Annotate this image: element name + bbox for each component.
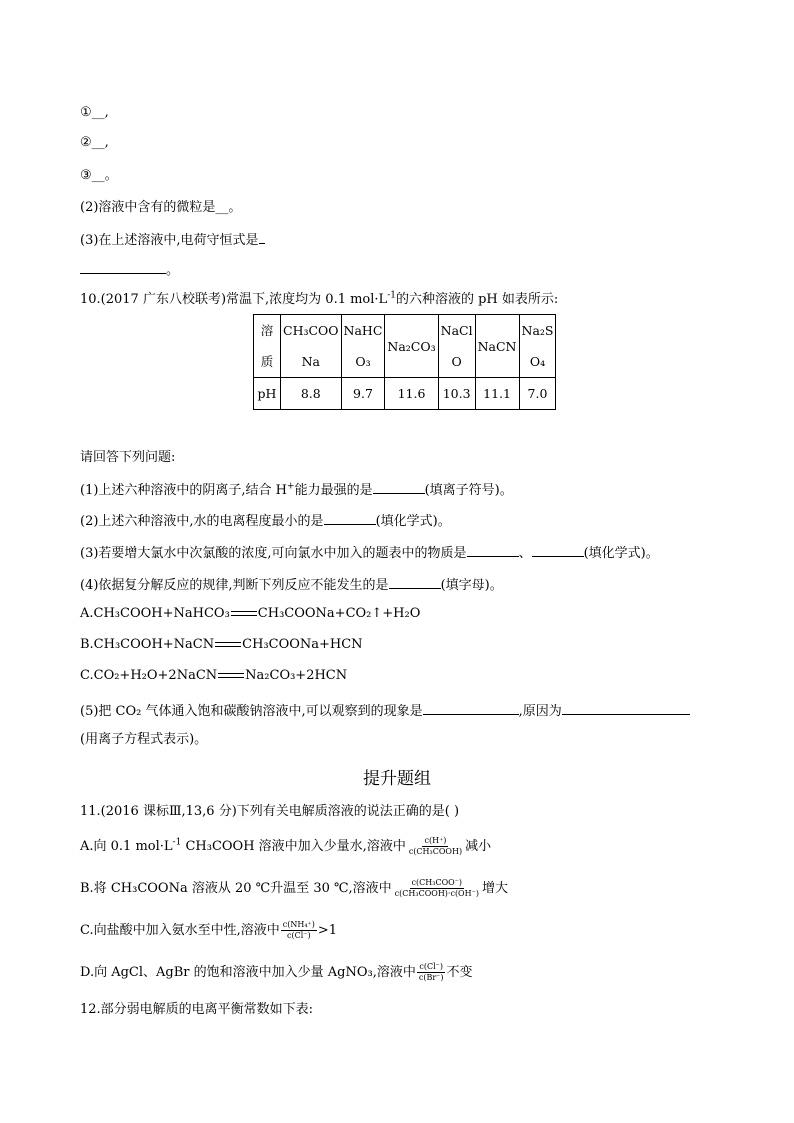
q10-part-3: (3)若要增大氯水中次氯酸的浓度,可向氯水中加入的题表中的物质是 、 (填化学式)。: [80, 542, 659, 564]
header-ch3coona: CH₃COO Na: [281, 315, 342, 378]
equals-arrow: [218, 673, 244, 678]
q10-intro: 请回答下列问题:: [80, 450, 176, 465]
fraction: $\frac{c(H^+)}{\text{c(CH₃COOH)}}$: [408, 836, 463, 856]
table-row: [254, 378, 556, 410]
q11-option-a: A.向 0.1 $mol\cdot L^{-1}$ CH₃COOH 溶液中加入少量水,溶液中 $\frac{c(H^+)}{\text{c(CH₃COOH)}}$ 减小: [80, 836, 492, 856]
q10-stem-b: 的六种溶液的 pH 如表所示:: [395, 292, 559, 307]
fraction: $\frac{\text{c(NH₄⁺)}}{c(Cl^-)}$: [282, 920, 315, 940]
ph-value: 11.1: [475, 378, 519, 410]
ph-value: 10.3: [438, 378, 475, 410]
header-naclo: NaCl O: [438, 315, 475, 378]
q12-stem: 12.部分弱电解质的电离平衡常数如下表:: [80, 1002, 314, 1017]
q11-option-b: B.将 CH₃COONa 溶液从 20 ℃升温至 30 ℃,溶液中 $\frac{\text{c(CH₃COO⁻)}}{\text{c(CH₃COOH)·c(OH⁻)}}$ 增大: [80, 878, 508, 898]
answer-blank: [259, 229, 265, 244]
q10-stem: [80, 290, 558, 310]
equals-arrow: [231, 611, 257, 616]
option-a: A.CH₃COOH+NaHCO₃ CH₃COONa+CO₂↑+H₂O: [80, 606, 421, 621]
answer-blank: [389, 574, 441, 589]
ph-value: 9.7: [341, 378, 385, 410]
q11-stem: 11.(2016 课标Ⅲ,13,6 分)下列有关电解质溶液的说法正确的是( ): [80, 804, 460, 819]
ph-table: [253, 314, 556, 410]
q10-part-5: (5)把 CO₂ 气体通入饱和碳酸钠溶液中,可以观察到的现象是 ,原因为: [80, 700, 690, 722]
answer-blank: [467, 542, 519, 557]
fraction: $\frac{c(Cl^-)}{c(Br^-)}$: [418, 962, 444, 982]
answer-blank: [80, 259, 166, 274]
q10-part-4: (4)依据复分解反应的规律,判断下列反应不能发生的是 (填字母)。: [80, 574, 503, 596]
q9-part-3-line-2: [80, 259, 179, 281]
q11-option-c: C.向盐酸中加入氨水至中性,溶液中 $\frac{\text{c(NH₄⁺)}}{c(Cl^-)}$ >1: [80, 920, 338, 940]
q10-stem-a: 10.(2017 广东八校联考)常温下,浓度均为 0.1 mol·L: [80, 292, 388, 307]
q10-part-1: (1)上述六种溶液中的阴离子,结合 H+能力最强的是 (填离子符号)。: [80, 479, 513, 501]
section-title: 提升题组: [363, 769, 431, 789]
option-c: C.CO₂+H₂O+2NaCN Na₂CO₃+2HCN: [80, 668, 348, 683]
answer-blank: [423, 700, 519, 715]
q9-item-1: ①__,: [80, 105, 109, 120]
ph-label: pH: [254, 378, 281, 410]
header-na2co3: Na₂CO₃: [385, 315, 438, 378]
q9-item-2: ②__,: [80, 135, 109, 150]
q9-part-2: (2)溶液中含有的微粒是__。: [80, 200, 242, 215]
ph-value: 8.8: [281, 378, 342, 410]
q9-part-3-text: (3)在上述溶液中,电荷守恒式是: [80, 233, 259, 248]
q11-option-d: D.向 AgCl、AgBr 的饱和溶液中加入少量 AgNO₃,溶液中 $\frac{c(Cl^-)}{c(Br^-)}$ 不变: [80, 962, 473, 982]
answer-blank: [324, 510, 376, 525]
q10-part-5-cont: (用离子方程式表示)。: [80, 732, 208, 747]
table-row: [254, 315, 556, 378]
fraction: $\frac{\text{c(CH₃COO⁻)}}{\text{c(CH₃COOH)·c(OH⁻)}}$: [394, 878, 479, 898]
answer-blank: [532, 542, 584, 557]
ph-value: 11.6: [385, 378, 438, 410]
q10-stem-sup: -1: [387, 290, 396, 301]
q9-part-3: [80, 229, 265, 251]
end-mark: 。: [166, 263, 180, 278]
option-b: B.CH₃COOH+NaCN CH₃COONa+HCN: [80, 637, 363, 652]
header-nahco3: NaHC O₃: [341, 315, 385, 378]
answer-blank: [562, 700, 690, 715]
q9-item-3: ③__。: [80, 168, 118, 183]
header-nacn: NaCN: [475, 315, 519, 378]
header-na2so4: Na₂S O₄: [519, 315, 556, 378]
q10-part-2: (2)上述六种溶液中,水的电离程度最小的是 (填化学式)。: [80, 510, 451, 532]
answer-blank: [373, 479, 425, 494]
equals-arrow: [215, 642, 241, 647]
ph-value: 7.0: [519, 378, 556, 410]
header-solute: 溶 质: [254, 315, 281, 378]
